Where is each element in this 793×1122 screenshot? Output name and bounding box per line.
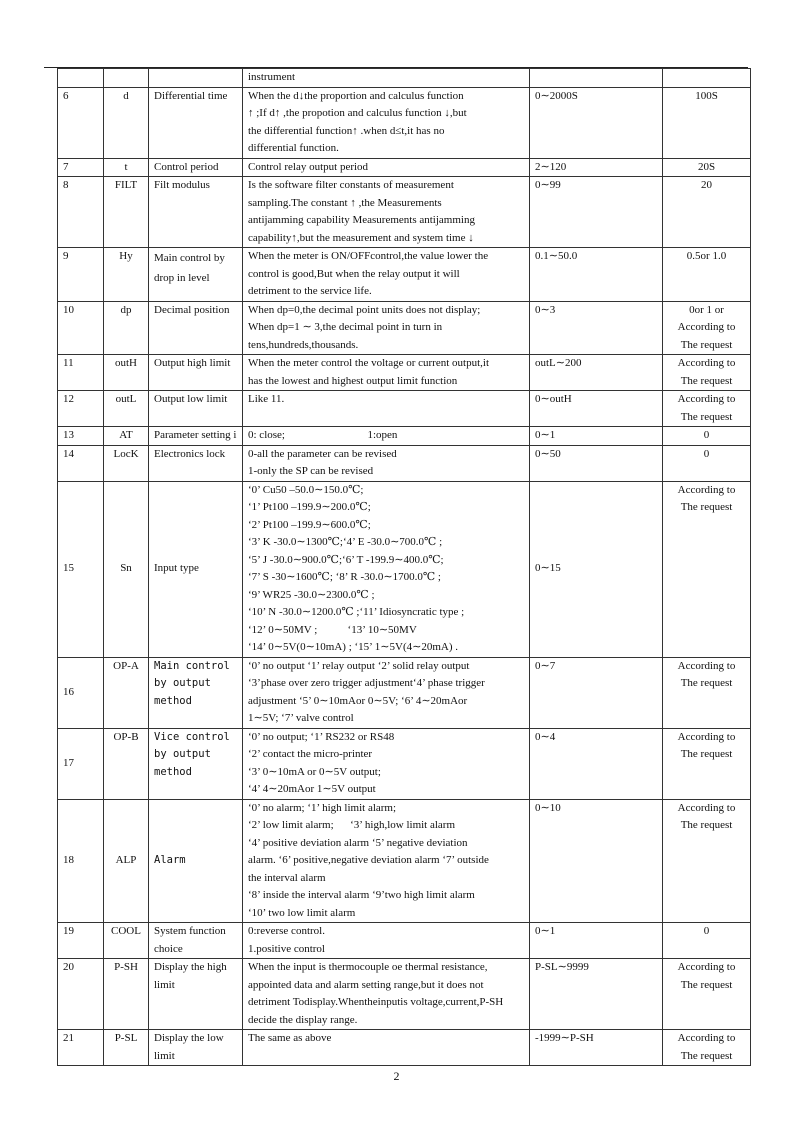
cell-default: 20S [663, 158, 751, 177]
cell-no: 10 [58, 301, 104, 355]
cell-name: Main control by drop in level [149, 248, 243, 302]
cell-range: 0∼4 [530, 728, 663, 799]
cell-name: Control period [149, 158, 243, 177]
cell-name: Filt modulus [149, 177, 243, 248]
cell-no: 15 [58, 481, 104, 657]
cell-default: 100S [663, 87, 751, 158]
cell-name: Display the low limit [149, 1030, 243, 1066]
cell-range: 0∼2000S [530, 87, 663, 158]
cell-code: Hy [104, 248, 149, 302]
parameter-table [57, 68, 751, 1066]
cell-name: Parameter setting i [149, 427, 243, 446]
cell-range: 0∼50 [530, 445, 663, 481]
cell-name: Output high limit [149, 355, 243, 391]
cell-code: outL [104, 391, 149, 427]
cell-default: According to The request [663, 355, 751, 391]
cell-no: 7 [58, 158, 104, 177]
cell-default: 0 [663, 427, 751, 446]
table-row [58, 69, 751, 88]
cell-name: System function choice [149, 923, 243, 959]
cell-default: According to The request [663, 481, 751, 657]
cell-code [104, 69, 149, 88]
cell-desc: 0: close; 1:open [243, 427, 530, 446]
cell-range: 0∼3 [530, 301, 663, 355]
cell-code: AT [104, 427, 149, 446]
table-row [58, 391, 751, 427]
cell-range: outL∼200 [530, 355, 663, 391]
cell-range: 0∼1 [530, 923, 663, 959]
cell-desc: ‘0’ no output ‘1’ relay output ‘2’ solid relay output ‘3’phase over zero trigger adjustment‘4’ phase trigger adjustment ‘5’ 0∼10mAor 0∼5V; ‘6’ 4∼20mAor 1∼5V; ‘7’ valve control [243, 657, 530, 728]
cell-name: Decimal position [149, 301, 243, 355]
cell-default: According to The request [663, 728, 751, 799]
cell-name: Vice control by output method [149, 728, 243, 799]
cell-no: 9 [58, 248, 104, 302]
cell-default: According to The request [663, 799, 751, 923]
cell-no: 6 [58, 87, 104, 158]
cell-code: t [104, 158, 149, 177]
table-row [58, 799, 751, 923]
cell-default: 0.5or 1.0 [663, 248, 751, 302]
cell-no: 19 [58, 923, 104, 959]
table-row [58, 177, 751, 248]
cell-name [149, 69, 243, 88]
cell-name: Input type [149, 481, 243, 657]
cell-default: According to The request [663, 1030, 751, 1066]
table-row [58, 923, 751, 959]
cell-code: P-SL [104, 1030, 149, 1066]
cell-no: 12 [58, 391, 104, 427]
cell-no: 14 [58, 445, 104, 481]
cell-name: Output low limit [149, 391, 243, 427]
cell-desc: When the meter is ON/OFFcontrol,the value lower the control is good,But when the relay output it will detriment to the service life. [243, 248, 530, 302]
cell-no: 13 [58, 427, 104, 446]
table-row [58, 728, 751, 799]
cell-name: Differential time [149, 87, 243, 158]
cell-no: 21 [58, 1030, 104, 1066]
cell-desc: The same as above [243, 1030, 530, 1066]
cell-code: OP-B [104, 728, 149, 799]
cell-default: 0 [663, 923, 751, 959]
cell-default: 0 [663, 445, 751, 481]
cell-range: -1999∼P-SH [530, 1030, 663, 1066]
cell-no [58, 69, 104, 88]
cell-name: Display the high limit [149, 959, 243, 1030]
cell-code: FILT [104, 177, 149, 248]
table-row [58, 481, 751, 657]
cell-code: P-SH [104, 959, 149, 1030]
cell-desc: When the input is thermocouple oe thermal resistance, appointed data and alarm setting range,but it does not detriment Todisplay.Whentheinputis voltage,current,P-SH decide the display range. [243, 959, 530, 1030]
cell-code: ALP [104, 799, 149, 923]
table-row [58, 657, 751, 728]
cell-default [663, 69, 751, 88]
cell-code: COOL [104, 923, 149, 959]
cell-desc: ‘0’ no output; ‘1’ RS232 or RS48 ‘2’ contact the micro-printer ‘3’ 0∼10mA or 0∼5V output; ‘4’ 4∼20mAor 1∼5V output [243, 728, 530, 799]
cell-desc: ‘0’ Cu50 –50.0∼150.0℃; ‘1’ Pt100 –199.9∼200.0℃; ‘2’ Pt100 –199.9∼600.0℃; ‘3’ K -30.0∼1300℃;‘4’ E -30.0∼700.0℃ ; ‘5’ J -30.0∼900.0℃;‘6’ T -199.9∼400.0℃; ‘7’ S -30∼1600℃; ‘8’ R -30.0∼1700.0℃ ; ‘9’ WR25 -30.0∼2300.0℃ ; ‘10’ N -30.0∼1200.0℃ ;‘11’ Idiosyncratic type ; ‘12’ 0∼50MV ; ‘13’ 10∼50MV ‘14’ 0∼5V(0∼10mA) ; ‘15’ 1∼5V(4∼20mA) . [243, 481, 530, 657]
cell-range: 0∼10 [530, 799, 663, 923]
cell-code: LocK [104, 445, 149, 481]
cell-range: P-SL∼9999 [530, 959, 663, 1030]
cell-no: 18 [58, 799, 104, 923]
table-row [58, 445, 751, 481]
cell-no: 16 [58, 657, 104, 728]
cell-range: 0∼outH [530, 391, 663, 427]
cell-no: 8 [58, 177, 104, 248]
cell-default: According to The request [663, 391, 751, 427]
cell-desc: Control relay output period [243, 158, 530, 177]
table-row [58, 959, 751, 1030]
cell-desc: 0:reverse control. 1.positive control [243, 923, 530, 959]
cell-no: 11 [58, 355, 104, 391]
cell-code: OP-A [104, 657, 149, 728]
table-row [58, 427, 751, 446]
table-row [58, 248, 751, 302]
cell-desc: Like 11. [243, 391, 530, 427]
cell-range: 0∼7 [530, 657, 663, 728]
page-number: 2 [393, 1069, 400, 1083]
table-row [58, 301, 751, 355]
cell-no: 17 [58, 728, 104, 799]
cell-no: 20 [58, 959, 104, 1030]
cell-desc: instrument [243, 69, 530, 88]
table-row [58, 1030, 751, 1066]
cell-code: d [104, 87, 149, 158]
cell-range: 0∼1 [530, 427, 663, 446]
table-row [58, 355, 751, 391]
cell-default: According to The request [663, 657, 751, 728]
table-row [58, 87, 751, 158]
cell-default: 0or 1 or According to The request [663, 301, 751, 355]
cell-desc: When the d↓the proportion and calculus function ↑ ;If d↑ ,the propotion and calculus function ↓,but the differential function↑ .when d≤t,it has no differential function. [243, 87, 530, 158]
cell-default: 20 [663, 177, 751, 248]
cell-range [530, 69, 663, 88]
cell-code: dp [104, 301, 149, 355]
cell-desc: ‘0’ no alarm; ‘1’ high limit alarm; ‘2’ low limit alarm; ‘3’ high,low limit alarm ‘4’ positive deviation alarm ‘5’ negative deviation alarm. ‘6’ positive,negative deviation alarm ‘7’ outside the interval alarm ‘8’ inside the interval alarm ‘9’two high limit alarm ‘10’ two low limit alarm [243, 799, 530, 923]
cell-desc: 0-all the parameter can be revised 1-only the SP can be revised [243, 445, 530, 481]
cell-name: Main control by output method [149, 657, 243, 728]
cell-name: Electronics lock [149, 445, 243, 481]
cell-range: 0∼99 [530, 177, 663, 248]
cell-code: outH [104, 355, 149, 391]
cell-desc: When dp=0,the decimal point units does not display; When dp=1 ∼ 3,the decimal point in turn in tens,hundreds,thousands. [243, 301, 530, 355]
cell-range: 0.1∼50.0 [530, 248, 663, 302]
cell-range: 2∼120 [530, 158, 663, 177]
cell-desc: Is the software filter constants of measurement sampling.The constant ↑ ,the Measurements antijamming capability Measurements antijamming capability↑,but the measurement and system time ↓ [243, 177, 530, 248]
cell-desc: When the meter control the voltage or current output,it has the lowest and highest output limit function [243, 355, 530, 391]
table-row [58, 158, 751, 177]
cell-name: Alarm [149, 799, 243, 923]
cell-code: Sn [104, 481, 149, 657]
cell-default: According to The request [663, 959, 751, 1030]
cell-range: 0∼15 [530, 481, 663, 657]
